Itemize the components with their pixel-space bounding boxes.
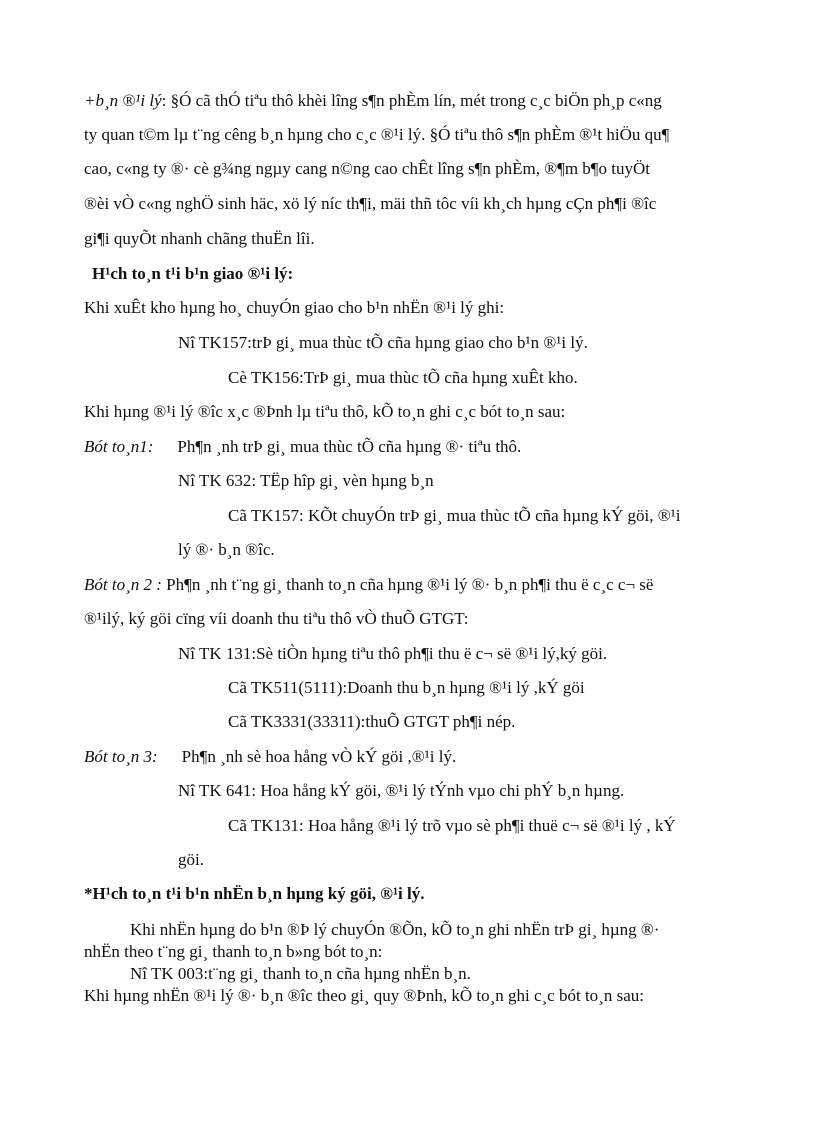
paragraph-line: ®¹ilý, ký göi cïng víi doanh thu tiªu thô vÒ thuÕ GTGT: — [84, 609, 469, 628]
entry-label: Bót to¸n1: — [84, 437, 154, 456]
entry-label-line — [84, 746, 456, 768]
paragraph-line — [84, 90, 662, 112]
entry-label: Bót to¸n 3: — [84, 747, 158, 766]
journal-entry-debit: Nî TK 632: TËp hîp gi¸ vèn hµng b¸n — [178, 471, 434, 490]
text-run: Ph¶n ¸nh t¨ng gi¸ thanh to¸n cña hµng ®¹i lý ®· b¸n ph¶i thu ë c¸c c¬ së — [166, 575, 654, 594]
journal-entry-debit: Nî TK 641: Hoa hång kÝ göi, ®¹i lý tÝnh vµo chi phÝ b¸n hµng. — [178, 781, 625, 800]
paragraph-line: ty quan t©m lµ t¨ng cêng b¸n hµng cho c¸c ®¹i lý. §Ó tiªu thô s¶n phÈm ®¹t hiÖu qu¶ — [84, 125, 670, 144]
journal-entry-credit: Cã TK511(5111):Doanh thu b¸n hµng ®¹i lý ,kÝ göi — [228, 678, 585, 697]
entry-label: Bót to¸n 2 : — [84, 575, 162, 594]
section-heading: *H¹ch to¸n t¹i b¹n nhËn b¸n hµng ký göi, ®¹i lý. — [84, 884, 425, 903]
paragraph-line: Nî TK 003:t¨ng gi¸ thanh to¸n cña hµng nhËn b¸n. — [130, 964, 471, 983]
journal-entry-debit: Nî TK157:trÞ gi¸ mua thùc tÕ cña hµng giao cho b¹n ®¹i lý. — [178, 333, 588, 352]
journal-entry-credit: Cã TK157: KÕt chuyÓn trÞ gi¸ mua thùc tÕ cña hµng kÝ göi, ®¹i — [228, 506, 681, 525]
entry-label-line — [84, 574, 653, 596]
journal-entry-cont: lý ®· b¸n ®îc. — [178, 540, 275, 559]
paragraph-line: Khi nhËn hµng do b¹n ®Þ lý chuyÓn ®Õn, kÕ to¸n ghi nhËn trÞ gi¸ hµng ®· — [130, 920, 660, 939]
journal-entry-credit: Cè TK156:TrÞ gi¸ mua thùc tÕ cña hµng xuÊt kho. — [228, 368, 578, 387]
paragraph-line: cao, c«ng ty ®· cè g¾ng ngµy cang n©ng cao chÊt lîng s¶n phÈm, ®¶m b¶o tuyÖt — [84, 159, 650, 178]
entry-label-line — [84, 436, 521, 458]
text-run: Ph¶n ¸nh sè hoa hång vÒ kÝ göi ,®¹i lý. — [181, 747, 457, 766]
text-run: Ph¶n ¸nh trÞ gi¸ mua thùc tÕ cña hµng ®· tiªu thô. — [177, 437, 522, 456]
paragraph-line: gi¶i quyÕt nhanh chãng thuËn lîi. — [84, 229, 315, 248]
paragraph-line: nhËn theo t¨ng gi¸ thanh to¸n b»ng bót to¸n: — [84, 942, 383, 961]
journal-entry-credit: Cã TK131: Hoa hång ®¹i lý trõ vµo sè ph¶i thuë c¬ së ®¹i lý , kÝ — [228, 816, 676, 835]
text-run: : §Ó cã thÓ tiªu thô khèi lîng s¶n phÈm lín, mét trong c¸c biÖn ph¸p c«ng — [161, 91, 662, 110]
paragraph-line: Khi hµng nhËn ®¹i lý ®· b¸n ®îc theo gi¸ quy ®Þnh, kÕ to¸n ghi c¸c bót to¸n sau: — [84, 986, 644, 1005]
journal-entry-debit: Nî TK 131:Sè tiÒn hµng tiªu thô ph¶i thu ë c¬ së ®¹i lý,ký göi. — [178, 644, 608, 663]
section-heading: H¹ch to¸n t¹i b¹n giao ®¹i lý: — [92, 264, 294, 283]
journal-entry-cont: göi. — [178, 850, 204, 869]
paragraph-line: Khi xuÊt kho hµng ho¸ chuyÓn giao cho b¹n nhËn ®¹i lý ghi: — [84, 298, 505, 317]
journal-entry-credit: Cã TK3331(33311):thuÕ GTGT ph¶i nép. — [228, 712, 516, 731]
section-lead: +b¸n ®¹i lý — [84, 91, 162, 110]
paragraph-line: ®èi vÒ c«ng nghÖ sinh häc, xö lý níc th¶i, mäi thñ tôc víi kh¸ch hµng cÇn ph¶i ®îc — [84, 194, 657, 213]
paragraph-line: Khi hµng ®¹i lý ®îc x¸c ®Þnh lµ tiªu thô, kÕ to¸n ghi c¸c bót to¸n sau: — [84, 402, 566, 421]
